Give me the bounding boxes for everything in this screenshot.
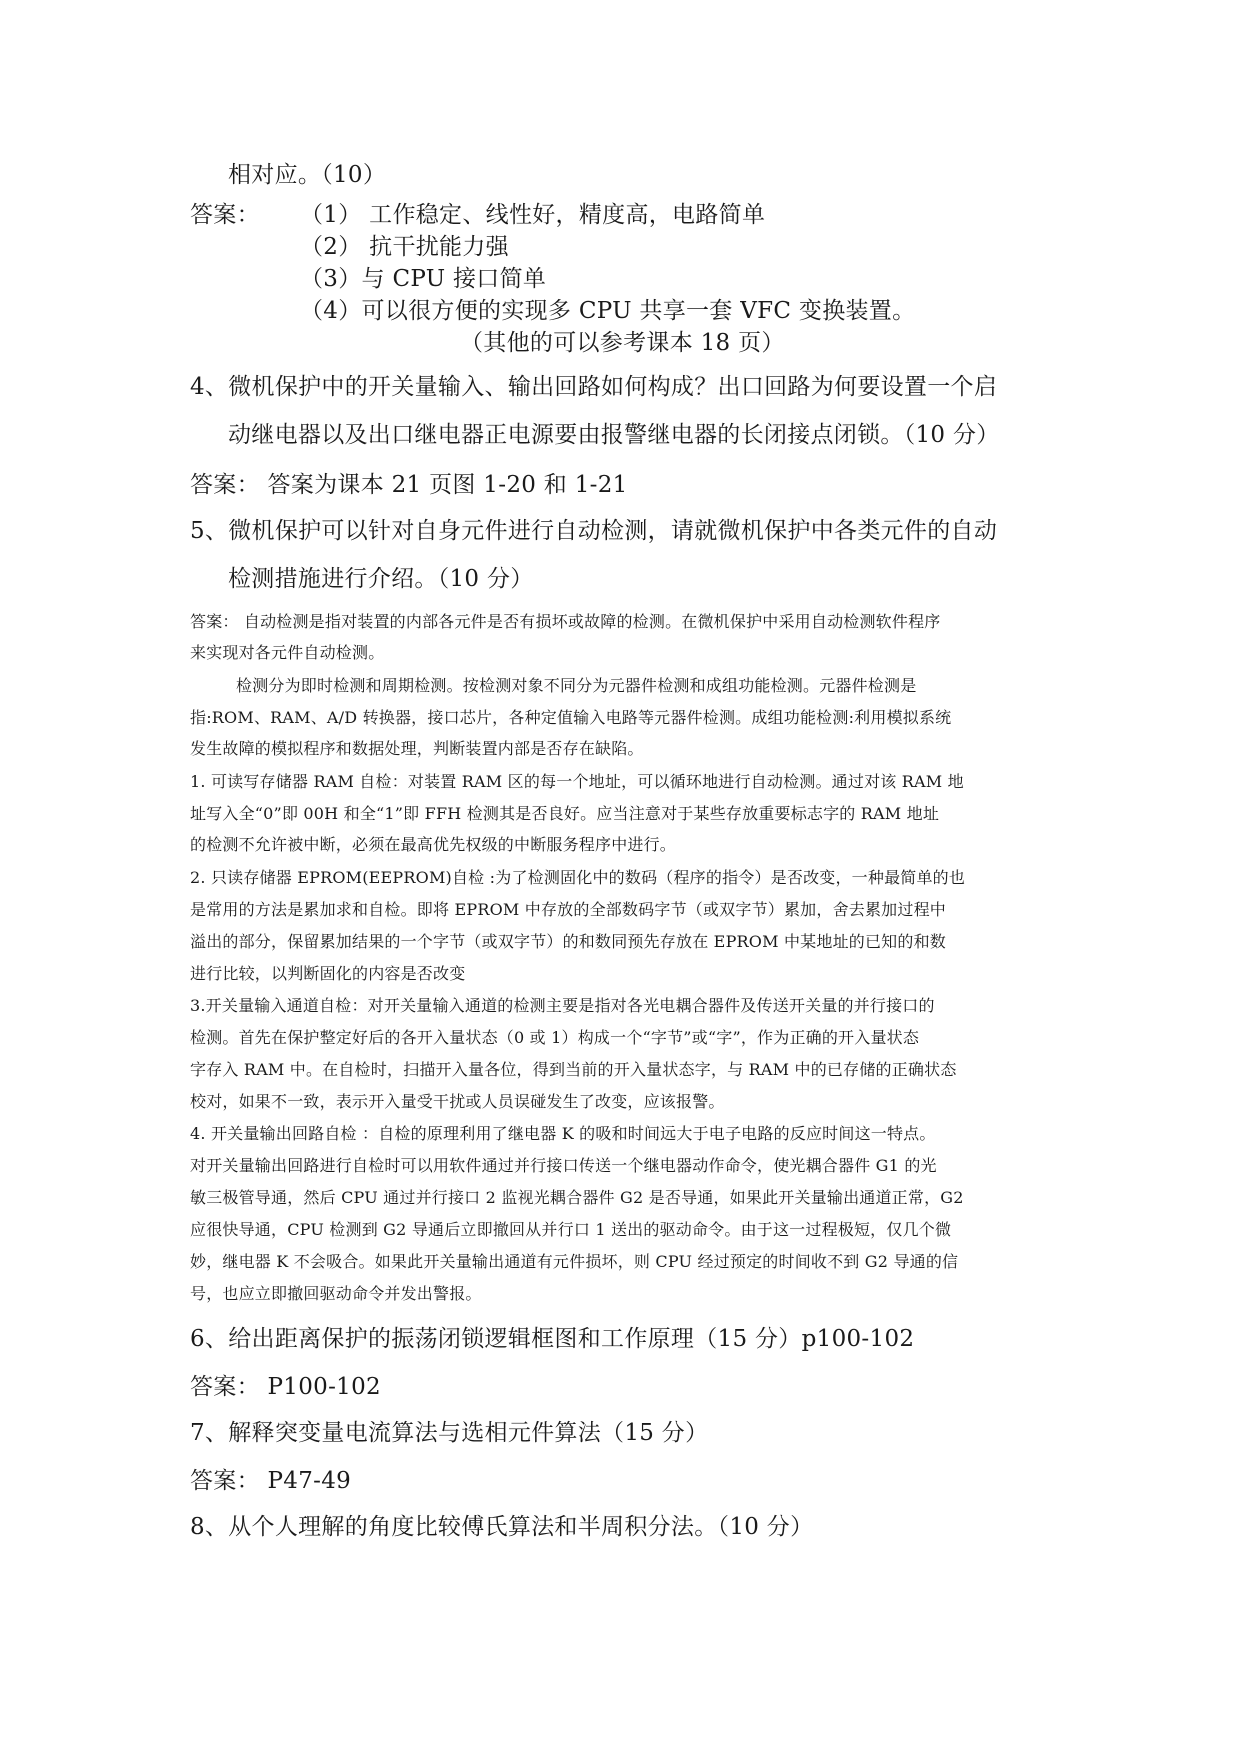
q5-question-line-1: 5、微机保护可以针对自身元件进行自动检测，请就微机保护中各类元件的自动	[190, 518, 998, 544]
q5-output-check-line-4: 应很快导通，CPU 检测到 G2 导通后立即撤回从并行口 1 送出的驱动命令。由于这一过程极短，仅几个微	[190, 1220, 952, 1239]
q5-input-check-line-2: 检测。首先在保护整定好后的各开入量状态（0 或 1）构成一个“字节”或“字”，作为正确的开入量状态	[190, 1028, 920, 1047]
q5-ram-check-line-1: 1. 可读写存储器 RAM 自检：对装置 RAM 区的每一个地址，可以循环地进行自动检测。通过对该 RAM 地	[190, 772, 964, 791]
q7-answer: 答案： P47-49	[190, 1468, 352, 1494]
q5-question-line-2: 检测措施进行介绍。（10 分）	[228, 566, 534, 592]
q5-input-check-line-1: 3.开关量输入通道自检：对开关量输入通道的检测主要是指对各光电耦合器件及传送开关量的并行接口的	[190, 996, 935, 1015]
q3-question-tail: 相对应。（10）	[228, 162, 387, 188]
q5-eprom-check-line-1: 2. 只读存储器 EPROM(EEPROM)自检 :为了检测固化中的数码（程序的指令）是否改变，一种最简单的也	[190, 868, 966, 887]
q5-answer-intro-line-1: 答案： 自动检测是指对装置的内部各元件是否有损坏或故障的检测。在微机保护中采用自动检测软件程序	[190, 612, 941, 631]
q5-input-check-line-4: 校对，如果不一致，表示开入量受干扰或人员误碰发生了改变，应该报警。	[190, 1092, 725, 1111]
q3-answer-reference: （其他的可以参考课本 18 页）	[460, 330, 785, 356]
q3-answer-item-2: （2） 抗干扰能力强	[300, 234, 509, 260]
q6-answer: 答案： P100-102	[190, 1374, 381, 1400]
q5-output-check-line-3: 敏三极管导通，然后 CPU 通过并行接口 2 监视光耦合器件 G2 是否导通，如果此开关量输出通道正常，G2	[190, 1188, 964, 1207]
q4-question-line-2: 动继电器以及出口继电器正电源要由报警继电器的长闭接点闭锁。（10 分）	[228, 422, 1000, 448]
q8-question: 8、从个人理解的角度比较傅氏算法和半周积分法。（10 分）	[190, 1514, 814, 1540]
q3-answer-item-4: （4）可以很方便的实现多 CPU 共享一套 VFC 变换装置。	[300, 298, 916, 324]
q3-answer-item-3: （3）与 CPU 接口简单	[300, 266, 547, 292]
q5-eprom-check-line-2: 是常用的方法是累加求和自检。即将 EPROM 中存放的全部数码字节（或双字节）累加，舍去累加过程中	[190, 900, 946, 919]
q5-ram-check-line-3: 的检测不允许被中断，必须在最高优先权级的中断服务程序中进行。	[190, 835, 677, 854]
q5-answer-intro-line-2: 来实现对各元件自动检测。	[190, 643, 385, 662]
q5-detection-types-line-3: 发生故障的模拟程序和数据处理，判断装置内部是否存在缺陷。	[190, 739, 644, 758]
q5-output-check-line-5: 妙，继电器 K 不会吸合。如果此开关量输出通道有元件损坏，则 CPU 经过预定的时间收不到 G2 导通的信	[190, 1252, 959, 1271]
q5-eprom-check-line-3: 溢出的部分，保留累加结果的一个字节（或双字节）的和数同预先存放在 EPROM 中某地址的已知的和数	[190, 932, 946, 951]
q5-detection-types-line-1: 检测分为即时检测和周期检测。按检测对象不同分为元器件检测和成组功能检测。元器件检测是	[236, 676, 917, 695]
q4-answer: 答案： 答案为课本 21 页图 1-20 和 1-21	[190, 472, 628, 498]
q5-input-check-line-3: 字存入 RAM 中。在自检时，扫描开入量各位，得到当前的开入量状态字，与 RAM 中的已存储的正确状态	[190, 1060, 957, 1079]
q7-question: 7、解释突变量电流算法与选相元件算法（15 分）	[190, 1420, 709, 1446]
q5-output-check-line-1: 4. 开关量输出回路自检 ：自检的原理利用了继电器 K 的吸和时间远大于电子电路的反应时间这一特点。	[190, 1124, 936, 1143]
q3-answer-label: 答案：	[190, 202, 260, 228]
q5-ram-check-line-2: 址写入全“0”即 00H 和全“1”即 FFH 检测其是否良好。应当注意对于某些存放重要标志字的 RAM 地址	[190, 804, 940, 823]
q6-question: 6、给出距离保护的振荡闭锁逻辑框图和工作原理（15 分）p100-102	[190, 1326, 915, 1352]
q5-output-check-line-2: 对开关量输出回路进行自检时可以用软件通过并行接口传送一个继电器动作命令，使光耦合器件 G1 的光	[190, 1156, 937, 1175]
q5-output-check-line-6: 号，也应立即撤回驱动命令并发出警报。	[190, 1284, 482, 1303]
q3-answer-item-1: （1） 工作稳定、线性好，精度高，电路简单	[300, 202, 766, 228]
q5-detection-types-line-2: 指:ROM、RAM、A/D 转换器，接口芯片，各种定值输入电路等元器件检测。成组功能检测:利用模拟系统	[190, 708, 952, 727]
q5-eprom-check-line-4: 进行比较，以判断固化的内容是否改变	[190, 964, 466, 983]
q4-question-line-1: 4、微机保护中的开关量输入、输出回路如何构成？出口回路为何要设置一个启	[190, 374, 998, 400]
